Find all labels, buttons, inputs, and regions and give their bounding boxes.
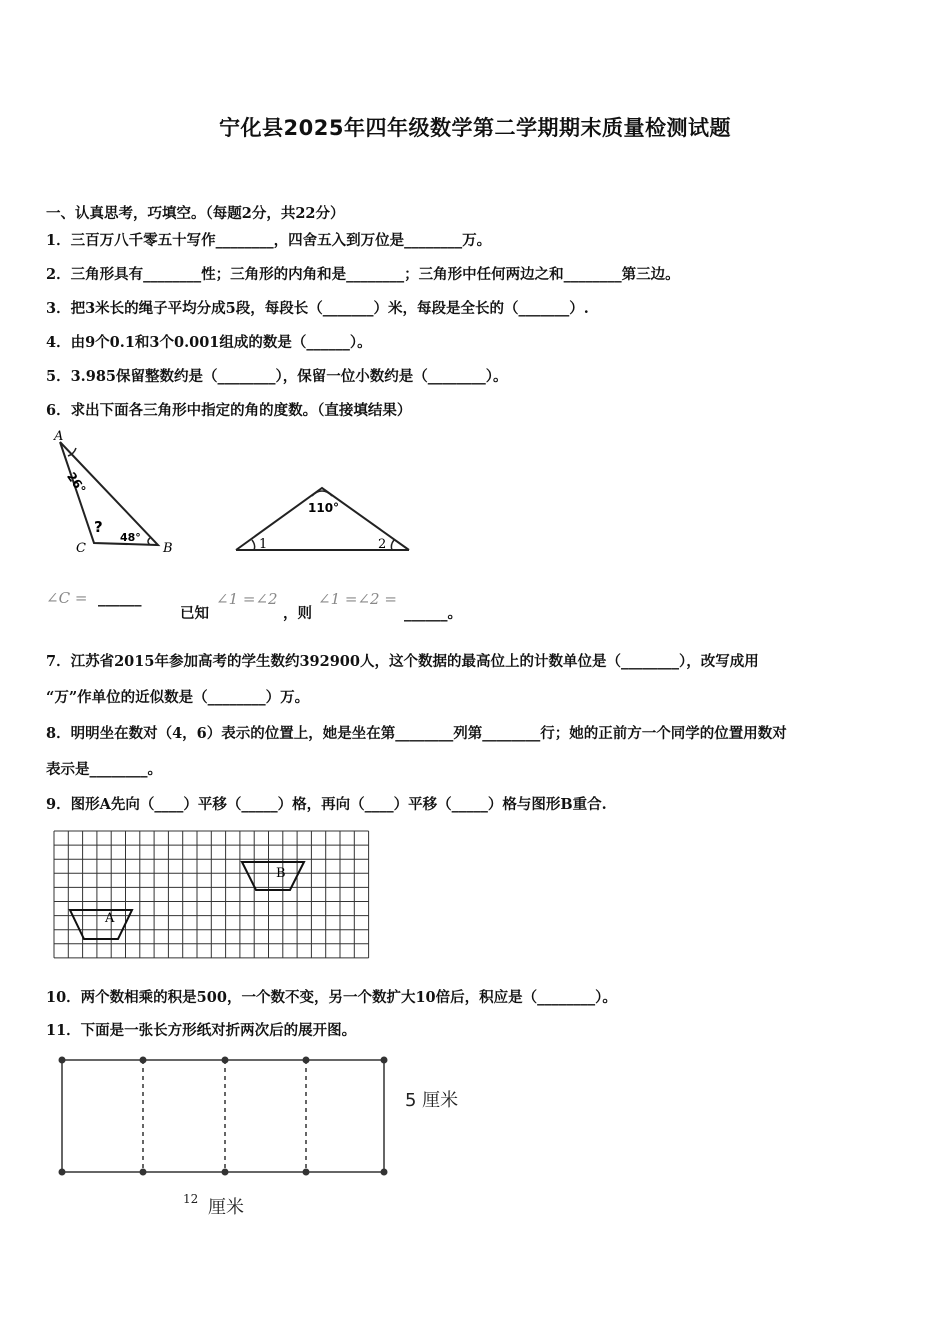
q11-rectangle-figure [50, 1048, 470, 1223]
fold-lines [143, 1060, 306, 1172]
page-title: 宁化县2025年四年级数学第二学期期末质量检测试题 [219, 116, 731, 140]
answer-blank-c: ______ [98, 590, 142, 607]
shape-a-label: A [105, 911, 115, 926]
question-11: 11．下面是一张长方形纸对折两次后的展开图。 [46, 1022, 357, 1039]
question-7-cont: “万”作单位的近似数是（________）万。 [46, 689, 310, 706]
angle-c-expression: ∠C = [46, 589, 88, 607]
q9-grid-figure [52, 829, 372, 961]
then-label: ，则 [283, 605, 312, 622]
question-8: 8．明明坐在数对（4，6）表示的位置上，她是坐在第________列第________行；她的正前方一个同学的位置用数对 [46, 725, 787, 742]
angle-2-label: 2 [378, 537, 387, 552]
angle-c-unknown: ? [94, 518, 103, 536]
shape-b [242, 862, 304, 890]
question-3: 3．把3米长的绳子平均分成5段，每段长（_______）米，每段是全长的（_______）. [46, 300, 589, 317]
shape-b-label: B [276, 866, 286, 881]
rectangle-outline [62, 1060, 384, 1172]
angle-b-value: 48° [120, 531, 141, 544]
question-9: 9．图形A先向（____）平移（_____）格，再向（____）平移（_____）格与图形B重合. [46, 796, 607, 813]
width-unit: 厘米 [208, 1197, 244, 1218]
q6-answer-c [46, 589, 142, 607]
width-number: 12 [183, 1192, 199, 1206]
question-6: 6．求出下面各三角形中指定的角的度数。（直接填结果） [46, 402, 412, 419]
question-4: 4．由9个0.1和3个0.001组成的数是（______）。 [46, 334, 372, 351]
q6-triangles-figure [46, 428, 426, 563]
label-c: C [76, 541, 86, 556]
corner-points [59, 1057, 388, 1176]
angle-1-label: 1 [259, 537, 268, 552]
question-2: 2．三角形具有________性；三角形的内角和是________；三角形中任何两边之和________第三边。 [46, 266, 680, 283]
label-a: A [54, 429, 64, 444]
shape-a [70, 910, 132, 939]
section-heading: 一、认真思考，巧填空。（每题2分，共22分） [46, 205, 345, 222]
question-1: 1．三百万八千零五十写作________，四舍五入到万位是________万。 [46, 232, 492, 249]
height-label: 5 厘米 [405, 1090, 459, 1111]
then-expression: ∠1 =∠2 = [318, 590, 397, 608]
label-b: B [163, 541, 173, 556]
answer-blank-angles: ______。 [404, 605, 462, 622]
top-angle-value: 110° [308, 501, 340, 515]
question-8-cont: 表示是________。 [46, 761, 162, 778]
known-expression: ∠1 =∠2 [216, 590, 278, 608]
question-5: 5．3.985保留整数约是（________），保留一位小数约是（________）。 [46, 368, 508, 385]
known-label: 已知 [180, 605, 209, 622]
question-7: 7．江苏省2015年参加高考的学生数约392900人，这个数据的最高位上的计数单位是（________），改写成用 [46, 653, 759, 670]
triangle-abc [60, 442, 158, 545]
question-10: 10．两个数相乘的积是500，一个数不变，另一个数扩大10倍后，积应是（________）。 [46, 989, 617, 1006]
angle-a-value: 26° [64, 469, 89, 497]
